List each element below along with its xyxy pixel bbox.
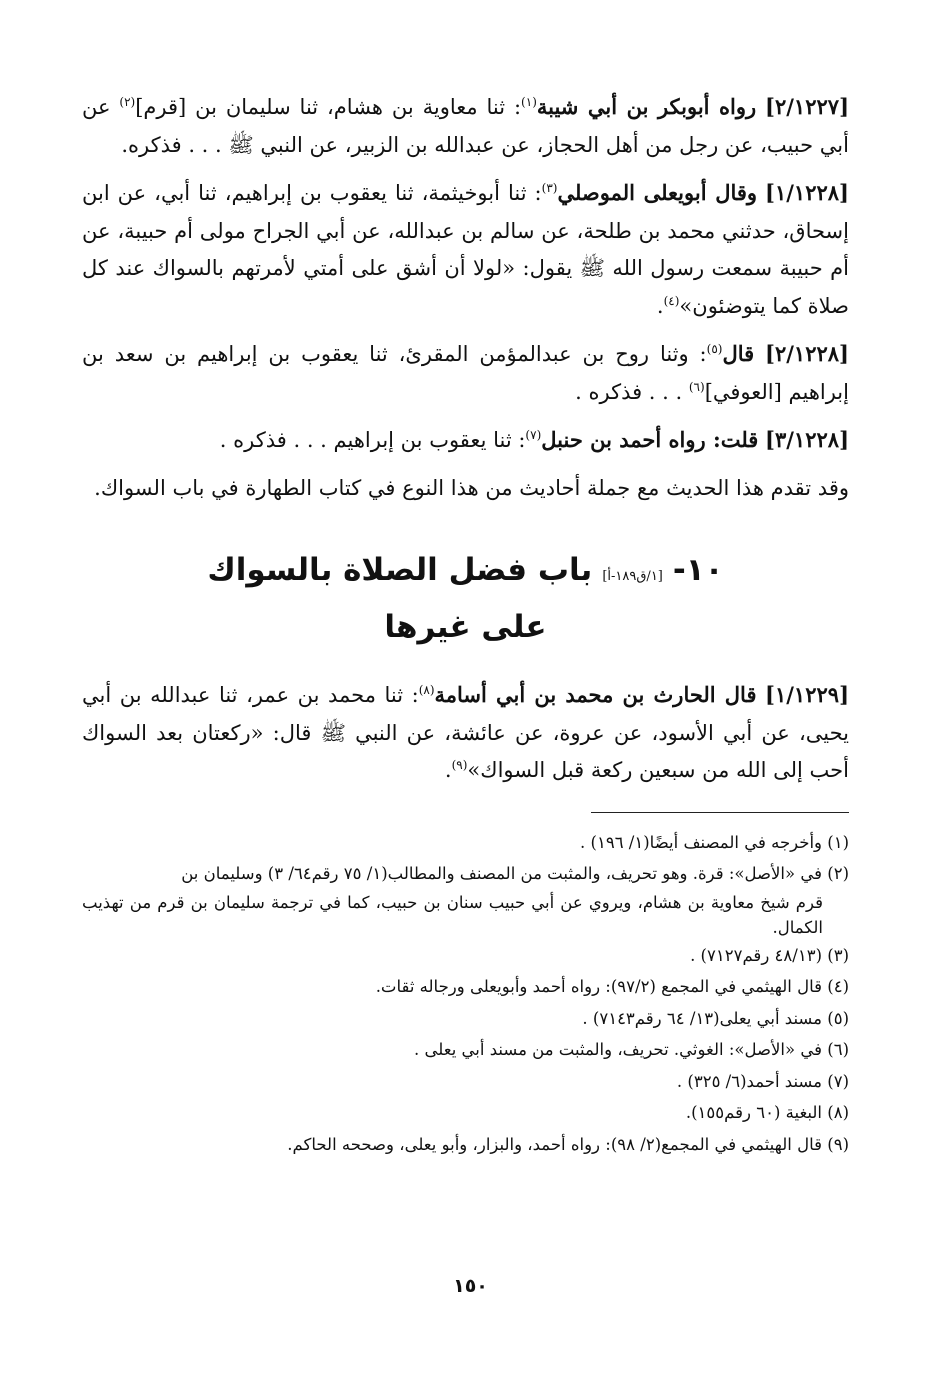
hadith-ref: [٣/١٢٢٨] (765, 427, 849, 452)
hadith-lead: وقال أبويعلى الموصلي (557, 180, 758, 205)
footnote (82, 858, 849, 940)
hadith-text: : ثنا أبوخيثمة، ثنا يعقوب بن إبراهيم، ثنا أبي، عن ابن إسحاق، حدثني محمد بن طلحة، عن سالم بن عبدالله، عن أبي الجراح مولى أم حبيبة، عن أم حبيبة سمعت رسول الله ﷺ يقول: «لولا أن أشق على أمتي لأمرتهم بالسواك عند كل صلاة كما يتوضئون» (82, 181, 849, 318)
hadith-text: . (656, 293, 664, 318)
footnote-text: وأخرجه في المصنف أيضًا(١/ ١٩٦) . (580, 832, 822, 852)
footnote-marker[interactable]: (٢) (119, 95, 136, 109)
hadith-text: : ثنا معاوية بن هشام، ثنا سليمان بن [قرم] (135, 95, 522, 119)
footnote (82, 827, 849, 859)
chapter-heading (82, 545, 849, 652)
footnote-separator-wrap (82, 812, 849, 813)
footnote-text: قال الهيثمي في المجمع(٢/ ٩٨): رواه أحمد، والبزار، وأبو يعلى، وصححه الحاكم. (287, 1134, 822, 1154)
footnote-marker[interactable]: (١) (521, 95, 537, 109)
page-number: ١٥٠ (453, 1275, 488, 1297)
footnote (82, 1097, 849, 1129)
footnote (82, 1034, 849, 1066)
hadith-lead: رواه أبوبكر بن أبي شيبة (536, 94, 757, 119)
hadith-paragraph (82, 421, 849, 460)
footnote-number: (٧) (827, 1071, 849, 1091)
manuscript-ref: [١/ق١٨٩-أ] (602, 569, 663, 584)
footnote-number: (٣) (827, 945, 849, 965)
hadith-lead: قال (722, 341, 755, 366)
editor-note: وقد تقدم هذا الحديث مع جملة أحاديث من هذا النوع في كتاب الطهارة في باب السواك. (94, 475, 849, 500)
footnote-number: (٢) (827, 864, 849, 883)
footnote-number: (٨) (827, 1103, 849, 1122)
footnote (82, 1003, 849, 1035)
hadith-ref: [٢/١٢٢٨] (765, 341, 849, 366)
footnote-marker[interactable]: (٦) (688, 379, 705, 394)
footnote-number: (١) (827, 832, 849, 852)
hadith-text: . (444, 758, 452, 782)
footnote (82, 940, 849, 972)
footnote-number: (٩) (827, 1134, 849, 1154)
footnote-text: قال الهيثمي في المجمع (٩٧/٢): رواه أحمد وأبويعلى ورجاله ثقات. (375, 977, 822, 996)
footnote (82, 971, 849, 1003)
chapter-title: باب فضل الصلاة بالسواك (207, 552, 593, 588)
footnote (82, 1066, 849, 1098)
footnote-text-continued: قرم شيخ معاوية بن هشام، ويروي عن أبي حبيب سنان بن حبيب، كما في ترجمة سليمان بن قرم من تهذيب الكمال. (82, 892, 823, 937)
footnote-text: في «الأصل»: الغوثي. تحريف، والمثبت من مسند أبي يعلى . (414, 1040, 822, 1059)
hadith-paragraph (82, 335, 849, 411)
hadith-ref: [٢/١٢٢٧] (765, 94, 849, 119)
footnote-text: مسند أحمد(٦/ ٣٢٥) . (676, 1071, 822, 1091)
hadith-lead: قلت: رواه أحمد بن حنبل (541, 427, 759, 452)
hadith-lead: قال الحارث بن محمد بن أبي أسامة (434, 682, 757, 707)
hadith-paragraph (82, 676, 849, 790)
footnote-number: (٥) (827, 1008, 849, 1028)
footnote-marker[interactable]: (٤) (663, 293, 680, 308)
footnotes (82, 827, 849, 1161)
hadith-paragraph (82, 88, 849, 164)
footnote-marker[interactable]: (٥) (706, 342, 723, 356)
footnote-text: في «الأصل»: قرة. وهو تحريف، والمثبت من المصنف والمطالب(١/ ٧٥ رقم٦٤/ ٣) وسليمان بن (181, 864, 822, 883)
hadith-text: : وثنا روح بن عبدالمؤمن المقرئ، ثنا يعقوب بن إبراهيم بن سعد بن إبراهيم [العوفي] (82, 342, 849, 404)
footnote-text: (٤٨/١٣ رقم٧١٢٧) . (690, 945, 822, 965)
footnote-marker[interactable]: (٩) (451, 758, 468, 772)
footnote-marker[interactable]: (٨) (418, 683, 435, 697)
footnote-text: البغية (٦٠ رقم١٥٥). (685, 1103, 822, 1122)
hadith-text: : ثنا محمد بن عمر، ثنا عبدالله بن أبي يحيى، عن أبي الأسود، عن عروة، عن عائشة، عن النبي ﷺ قال: «ركعتان بعد السواك أحب إلى الله من سبعين ركعة قبل السواك» (82, 683, 849, 782)
footnote-number: (٦) (827, 1040, 849, 1059)
footnote (82, 1129, 849, 1161)
footnote-separator (591, 812, 849, 813)
footnote-text: مسند أبي يعلى(١٣/ ٦٤ رقم٧١٤٣) . (582, 1008, 822, 1028)
footnote-marker[interactable]: (٧) (525, 428, 542, 442)
chapter-title-line-1 (82, 545, 849, 602)
hadith-text: . . . فذكره . (575, 379, 689, 404)
hadith-text: : ثنا يعقوب بن إبراهيم . . . فذكره . (219, 428, 526, 452)
chapter-title-line-2: على غيرها (384, 609, 547, 645)
hadith-text: عن أبي حبيب، عن رجل من أهل الحجاز، عن عبدالله بن الزبير، عن النبي ﷺ . . . فذكره. (82, 95, 849, 157)
hadith-ref: [١/١٢٢٩] (765, 682, 849, 707)
footnote-number: (٤) (827, 977, 849, 996)
book-page (82, 88, 849, 1160)
hadith-paragraph (82, 174, 849, 325)
hadith-ref: [١/١٢٢٨] (765, 180, 849, 205)
footnote-marker[interactable]: (٣) (541, 181, 558, 195)
chapter-number: ١٠- (672, 552, 724, 588)
